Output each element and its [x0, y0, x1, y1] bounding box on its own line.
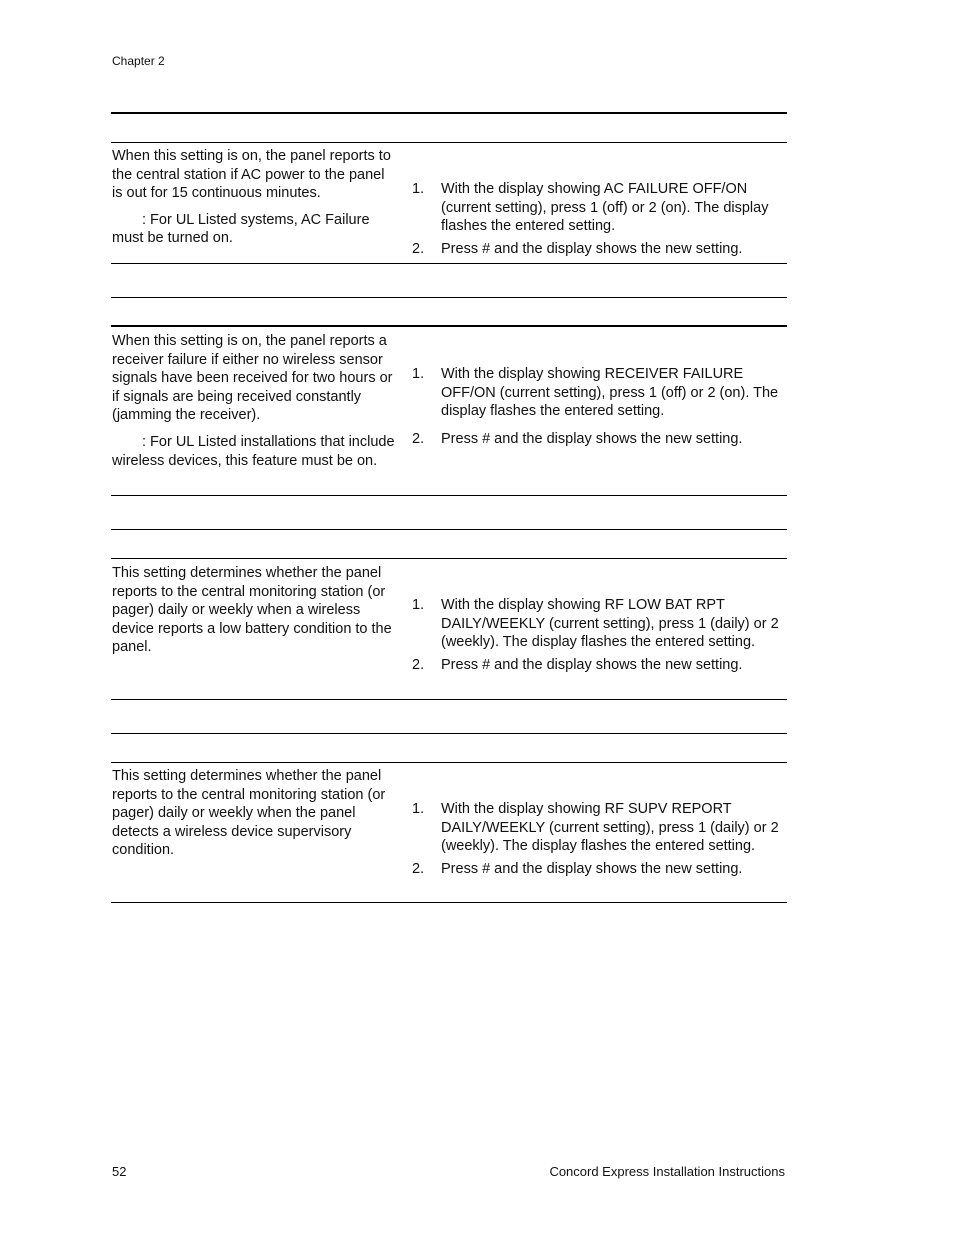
document-title: Concord Express Installation Instructions — [549, 1164, 785, 1179]
section-header-rule — [111, 325, 787, 327]
description-text: When this setting is on, the panel reports a receiver failure if either no wireless sensor signals have been received for two hours or if signals are being received constantly (jamming the receiver). — [112, 333, 393, 424]
step-item — [412, 656, 784, 675]
section-bottom-rule — [111, 495, 787, 496]
section-steps — [412, 800, 784, 882]
section-description — [112, 767, 397, 868]
chapter-header: Chapter 2 — [112, 54, 165, 68]
step-number: 2. — [412, 656, 425, 673]
step-number: 1. — [412, 801, 425, 817]
section-header-rule — [111, 142, 787, 143]
section-header-rule — [111, 558, 787, 559]
step-item — [412, 240, 784, 259]
note-body: : For UL Listed installations that include wireless devices, this feature must be on. — [112, 433, 395, 469]
step-text: With the display showing RF LOW BAT RPT DAILY/WEEKLY (current setting), press 1 (daily) or 2 (weekly). The display flashes the entered setting. — [441, 597, 779, 651]
section-top-rule — [111, 529, 787, 530]
section-steps — [412, 365, 784, 452]
section-description — [112, 147, 397, 248]
step-number: 2. — [412, 430, 425, 447]
section-description — [112, 564, 397, 665]
step-item — [412, 365, 784, 421]
section-top-rule — [111, 297, 787, 298]
description-text: This setting determines whether the panel reports to the central monitoring station (or pager) daily or weekly when a wireless device reports a low battery condition to the panel. — [112, 565, 392, 656]
description-text: This setting determines whether the panel reports to the central monitoring station (or pager) daily or weekly when the panel detects a wireless device supervisory condition. — [112, 768, 386, 859]
section-header-rule — [111, 762, 787, 763]
section-top-rule — [111, 733, 787, 734]
step-number: 2. — [412, 860, 425, 877]
note-body: : For UL Listed systems, AC Failure must be turned on. — [112, 211, 370, 247]
step-text: Press # and the display shows the new setting. — [441, 860, 743, 877]
step-item — [412, 800, 784, 856]
step-text: Press # and the display shows the new setting. — [441, 430, 743, 447]
section-bottom-rule — [111, 699, 787, 700]
step-item — [412, 430, 784, 449]
step-text: With the display showing RF SUPV REPORT DAILY/WEEKLY (current setting), press 1 (daily) or 2 (weekly). The display flashes the entered setting. — [441, 801, 779, 855]
step-text: Press # and the display shows the new setting. — [441, 240, 743, 257]
step-item — [412, 180, 784, 236]
step-text: With the display showing AC FAILURE OFF/ON (current setting), press 1 (off) or 2 (on). The display flashes the entered setting. — [441, 181, 769, 235]
section-steps — [412, 180, 784, 262]
description-text: When this setting is on, the panel reports to the central station if AC power to the panel is out for 15 continuous minutes. — [112, 148, 391, 202]
section-bottom-rule — [111, 263, 787, 264]
step-number: 2. — [412, 240, 425, 257]
note-text — [112, 433, 397, 470]
step-number: 1. — [412, 597, 425, 613]
step-text: With the display showing RECEIVER FAILURE OFF/ON (current setting), press 1 (off) or 2 (on). The display flashes the entered setting. — [441, 366, 779, 420]
section-steps — [412, 596, 784, 678]
step-text: Press # and the display shows the new setting. — [441, 656, 743, 673]
note-text — [112, 211, 397, 248]
step-number: 1. — [412, 181, 425, 197]
section-bottom-rule — [111, 902, 787, 903]
section-description — [112, 332, 397, 470]
page-number: 52 — [112, 1164, 127, 1179]
step-number: 1. — [412, 366, 425, 382]
section-top-rule — [111, 112, 787, 114]
step-item — [412, 860, 784, 879]
step-item — [412, 596, 784, 652]
